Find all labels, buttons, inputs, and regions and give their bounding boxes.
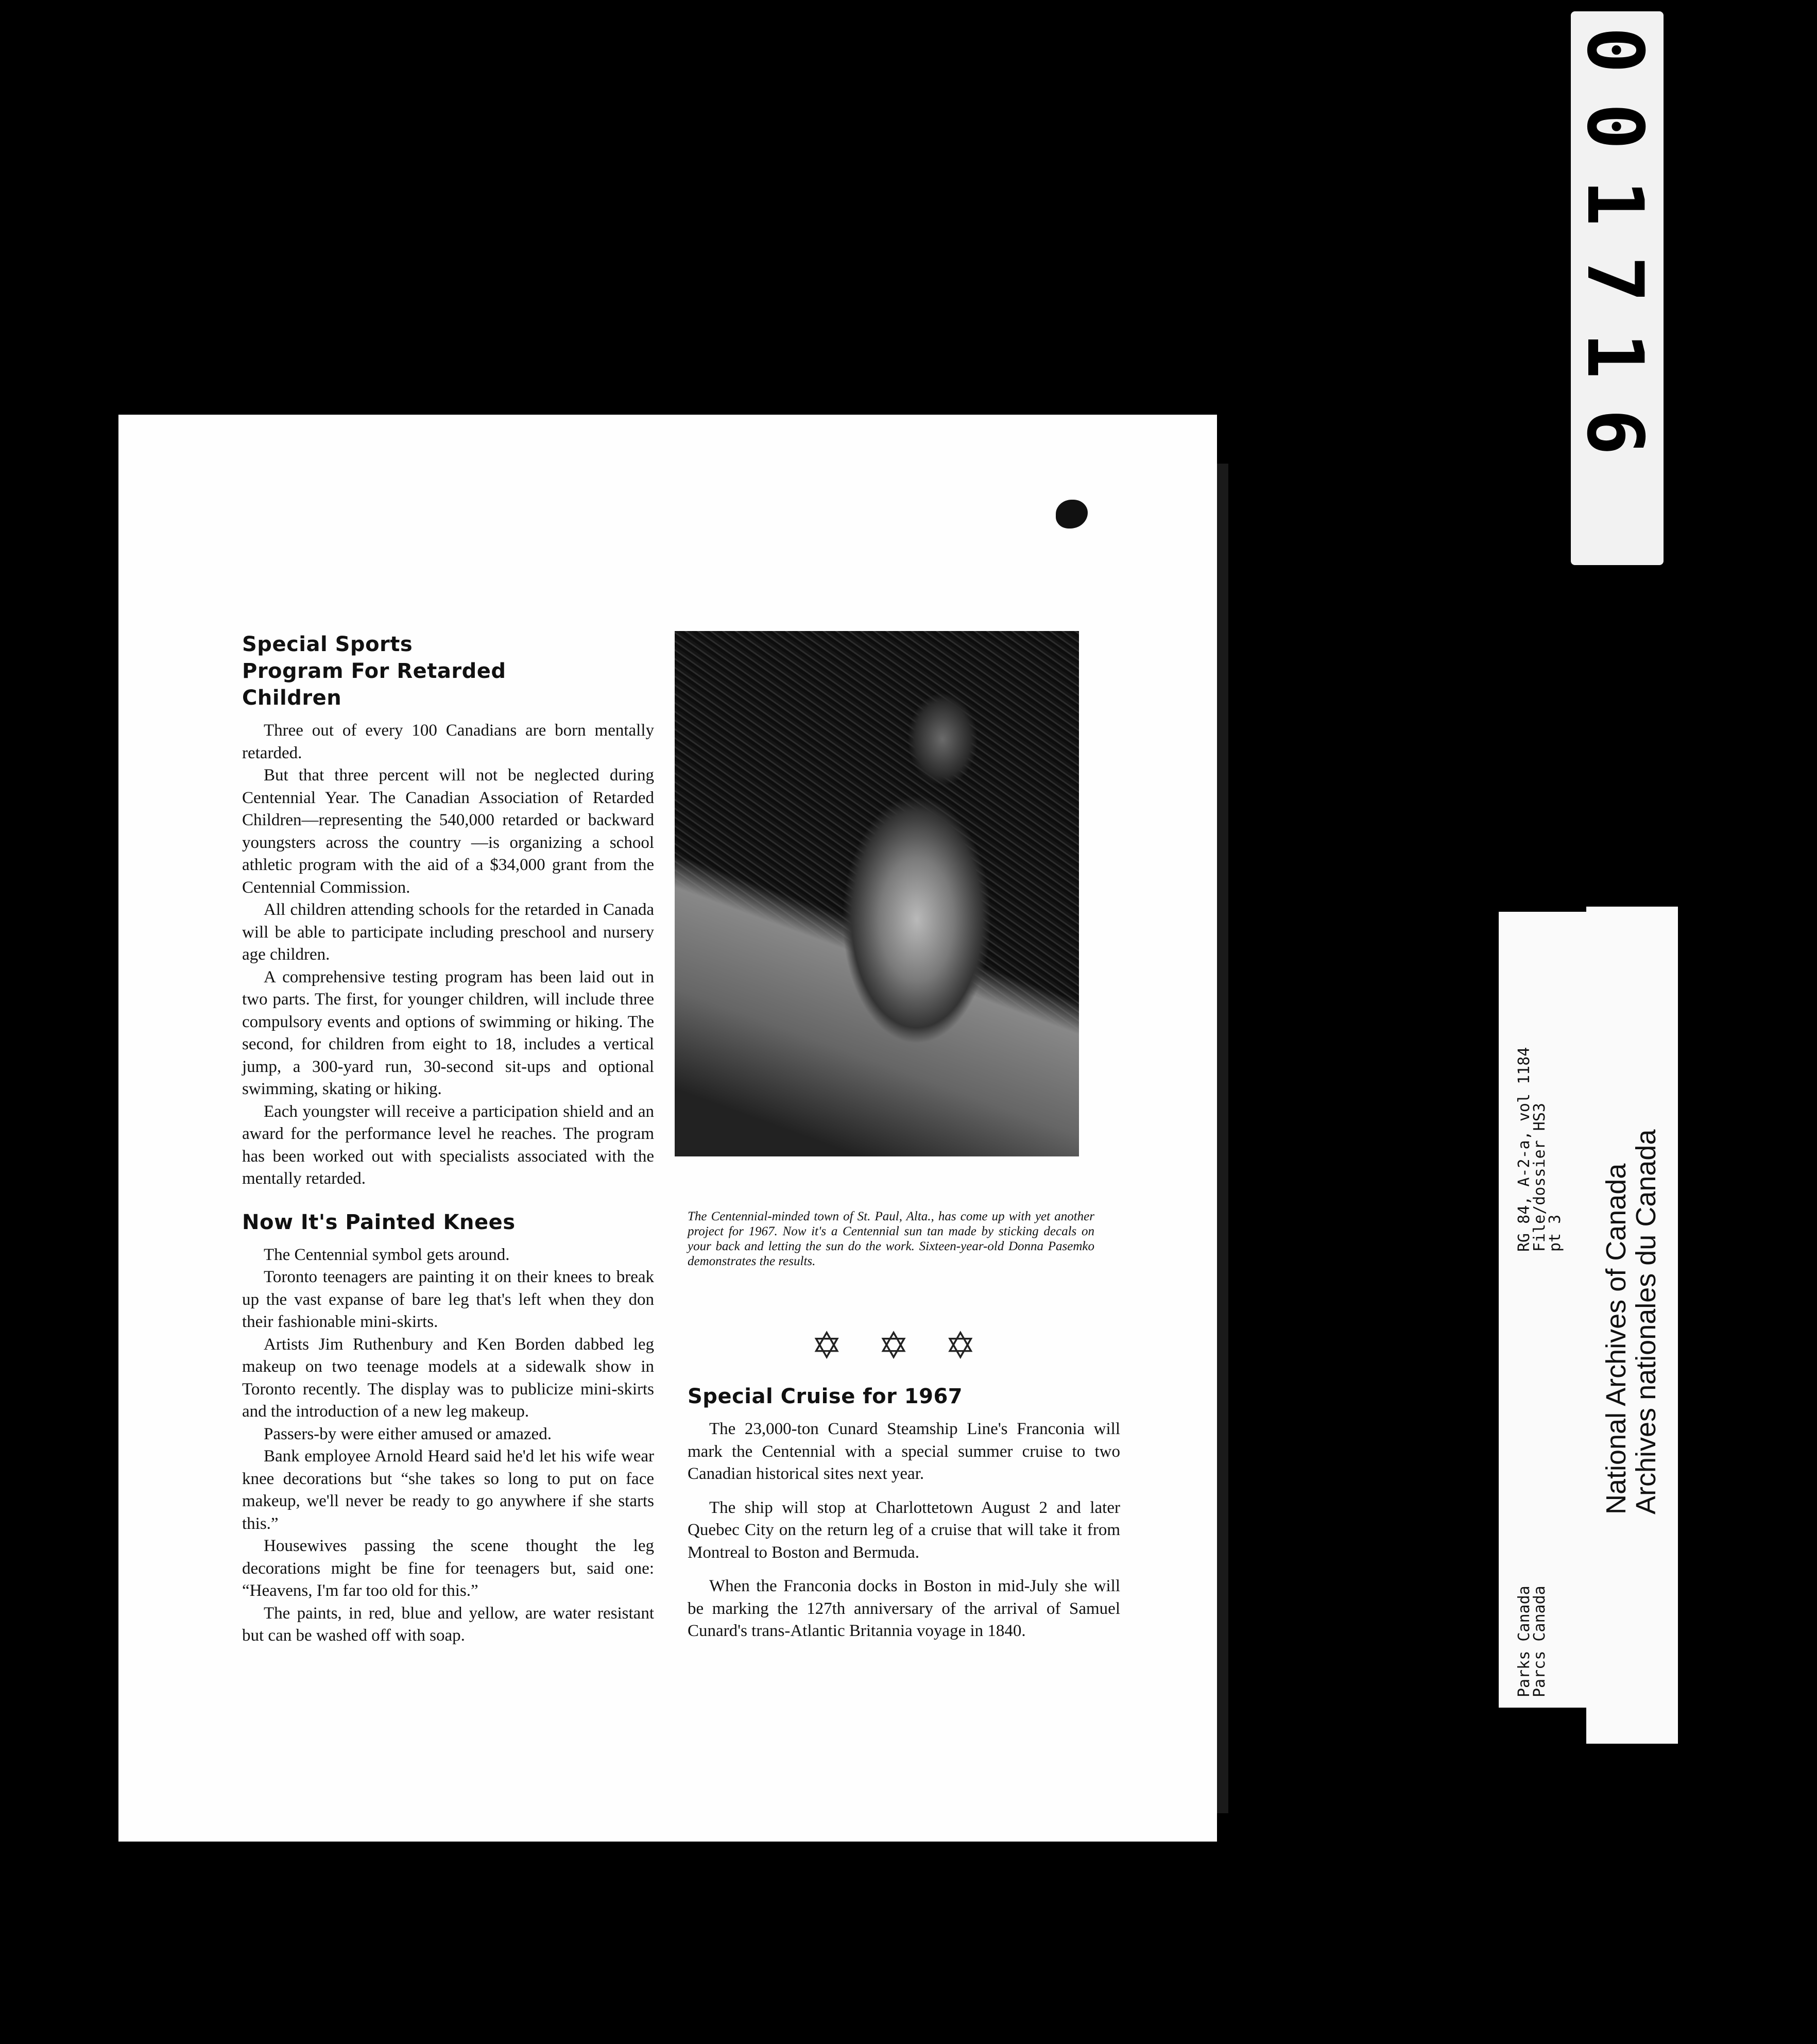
article-special-cruise	[688, 1383, 1120, 1643]
article-paragraph: Passers-by were either amused or amazed.	[264, 1424, 552, 1443]
document-page	[118, 415, 1217, 1842]
archives-name-fr: Archives nationales du Canada	[1631, 1129, 1661, 1514]
archive-reference: RG 84, A-2-a, vol 1184 File/dossier HS3 pt 3	[1515, 1047, 1564, 1252]
article-paragraph: But that three percent will not be neglected during Centennial Year. The Canadian Association of Retarded Children—representing the 540,000 retarded or backward youngsters across the country —is organizing a school athletic program with the aid of a $34,000 grant from the Centennial Commission.	[242, 766, 654, 897]
article-paragraph: The paints, in red, blue and yellow, are water resistant but can be washed off with soap.	[242, 1604, 654, 1645]
centennial-star-icon: ✡	[878, 1324, 910, 1367]
article-paragraph: The 23,000-ton Cunard Steamship Line's Franconia will mark the Centennial with a special summer cruise to two Canadian historical sites next year.	[688, 1420, 1120, 1483]
article-paragraph: A comprehensive testing program has been laid out in two parts. The first, for younger children, will include three compulsory events and options of swimming or hiking. The second, for children from eight to 18, includes a vertical jump, a 300-yard run, 30-second sit-ups and optional swimming, skating or hiking.	[242, 967, 654, 1098]
article-paragraph: Artists Jim Ruthenbury and Ken Borden dabbed leg makeup on two teenage models at a sidewalk show in Toronto recently. The display was to publicize mini-skirts and the introduction of a new leg makeup.	[242, 1335, 654, 1421]
article-title: Now It's Painted Knees	[242, 1210, 516, 1234]
article-paragraph: Housewives passing the scene thought the leg decorations might be fine for teenagers but, said one: “Heavens, I'm far too old for this.”	[242, 1537, 654, 1600]
centennial-star-icon: ✡	[945, 1324, 976, 1367]
archive-spine-tag	[1571, 11, 1664, 565]
article-title: Special Sports Program For Retarded Children	[242, 633, 506, 710]
article-photo	[675, 631, 1079, 1156]
article-paragraph: Three out of every 100 Canadians are born mentally retarded.	[242, 721, 654, 762]
ink-blot	[1056, 500, 1088, 529]
article-paragraph: The ship will stop at Charlottetown August 2 and later Quebec City on the return leg of a cruise that will take it from Montreal to Boston and Bermuda.	[688, 1498, 1120, 1562]
article-paragraph: Bank employee Arnold Heard said he'd let his wife wear knee decorations but “she takes so long to put on face makeup, we'll never be ready to go anywhere if she starts this.”	[242, 1447, 654, 1533]
agency-name: Parks Canada Parcs Canada	[1515, 1586, 1549, 1697]
archive-reference-label	[1499, 912, 1591, 1708]
article-sports-program	[242, 631, 654, 1190]
left-column	[242, 631, 654, 1647]
photo-caption: The Centennial-minded town of St. Paul, Alta., has come up with yet another project for 1967. Now it's a Centennial sun tan made by sticking decals on your back and letting the sun do the work. Sixteen-year-old Donna Pasemko demonstrates the results.	[688, 1210, 1094, 1268]
article-paragraph: The Centennial symbol gets around.	[264, 1245, 510, 1264]
archives-name-label	[1586, 907, 1678, 1744]
spine-number: 001716	[1570, 27, 1659, 485]
centennial-star-icon: ✡	[811, 1324, 843, 1367]
archives-name-en: National Archives of Canada	[1601, 1163, 1632, 1514]
article-paragraph: Each youngster will receive a participation shield and an award for the performance level he reaches. The program has been worked out with specialists associated with the mentally retarded.	[242, 1102, 654, 1188]
article-paragraph: Toronto teenagers are painting it on their knees to break up the vast expanse of bare leg that's left when they don their fashionable mini-skirts.	[242, 1268, 654, 1331]
article-title: Special Cruise for 1967	[688, 1385, 963, 1408]
article-paragraph: All children attending schools for the retarded in Canada will be able to participate including preschool and nursery age children.	[242, 900, 654, 964]
centennial-symbols	[811, 1324, 976, 1367]
article-paragraph: When the Franconia docks in Boston in mid-July she will be marking the 127th anniversary of the arrival of Samuel Cunard's trans-Atlantic Britannia voyage in 1840.	[688, 1577, 1120, 1640]
article-painted-knees	[242, 1209, 654, 1647]
